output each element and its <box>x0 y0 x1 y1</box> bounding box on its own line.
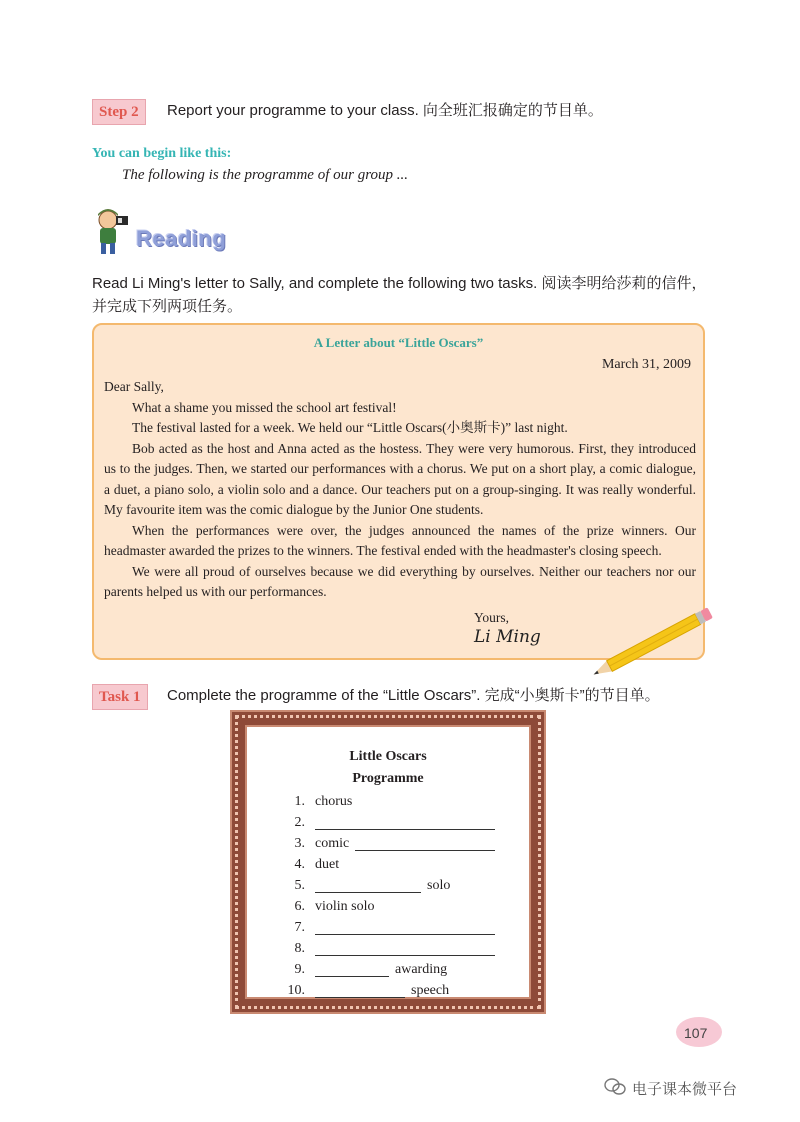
answer-blank[interactable] <box>315 981 405 998</box>
task-label: Task 1 <box>92 684 148 710</box>
programme-item <box>283 897 503 917</box>
wechat-icon <box>604 1078 626 1096</box>
item-text: awarding <box>395 962 448 977</box>
letter-date: March 31, 2009 <box>601 357 691 372</box>
programme-item <box>283 939 503 959</box>
item-number: 3. <box>294 836 305 851</box>
letter-title: A Letter about “Little Oscars” <box>313 335 484 350</box>
item-number: 9. <box>294 962 305 977</box>
letter-paragraph: We were all proud of ourselves because we did everything by ourselves. Neither our teachers nor our parents helped us with our performances. <box>104 563 696 599</box>
item-number: 4. <box>294 857 305 872</box>
programme-item <box>283 981 503 1001</box>
item-number: 1. <box>294 794 305 809</box>
section-title: Reading <box>136 226 227 251</box>
programme-item <box>283 813 503 833</box>
programme-title: Little Oscars <box>349 749 427 764</box>
instruction-line-1: Read Li Ming's letter to Sally, and complete the following two tasks. 阅读李明给莎莉的信件， <box>92 275 707 292</box>
answer-blank[interactable] <box>355 834 495 851</box>
reading-instruction <box>92 272 732 318</box>
task-instruction: Complete the programme of the “Little Oscars”. 完成“小奥斯卡”的节目单。 <box>167 687 660 704</box>
item-number: 10. <box>287 983 305 998</box>
hint-example: The following is the programme of our group ... <box>122 167 408 183</box>
programme-item <box>283 792 503 812</box>
programme-item <box>283 876 503 896</box>
hint-lead: You can begin like this: <box>92 146 232 161</box>
item-text: solo <box>427 878 451 893</box>
item-number: 8. <box>294 941 305 956</box>
item-number: 2. <box>294 815 305 830</box>
answer-blank[interactable] <box>315 876 421 893</box>
item-text: speech <box>411 983 450 998</box>
letter-signature: Li Ming <box>474 627 541 647</box>
item-number: 5. <box>294 878 305 893</box>
answer-blank[interactable] <box>315 939 495 956</box>
letter-paragraph: What a shame you missed the school art festival! <box>132 399 397 415</box>
watermark-text: 电子课本微平台 <box>632 1081 738 1098</box>
answer-blank[interactable] <box>315 813 495 830</box>
letter-paragraph: Bob acted as the host and Anna acted as the hostess. They were very humorous. First, they introduced us to the judges. Then, we started our performances with a chorus. We put on a short play, a comic dialogue, a duet, a piano solo, a violin solo and a dance. Our teachers put on a group-singing. It was really wonderful. My favourite item was the comic dialogue by the Junior One students. <box>104 440 696 517</box>
pencil-icon <box>578 606 724 682</box>
step-instruction: Report your programme to your class. 向全班汇报确定的节目单。 <box>167 102 603 119</box>
reader-mascot-icon <box>88 206 132 256</box>
letter-closing: Yours, <box>474 610 510 625</box>
item-text: comic <box>315 836 350 851</box>
page-number: 107 <box>684 1025 708 1041</box>
programme-item <box>283 960 503 980</box>
step-label: Step 2 <box>92 99 146 125</box>
item-text: chorus <box>315 794 353 809</box>
answer-blank[interactable] <box>315 960 389 977</box>
letter-body <box>104 377 696 603</box>
item-number: 6. <box>294 899 305 914</box>
letter-paragraph: When the performances were over, the judges announced the names of the prize winners. Our headmaster awarded the prizes to the winners. The festival ended with the headmaster's closing speech. <box>104 522 696 558</box>
item-number: 7. <box>294 920 305 935</box>
answer-blank[interactable] <box>315 918 495 935</box>
programme-subtitle: Programme <box>352 771 424 786</box>
instruction-line-2: 并完成下列两项任务。 <box>92 298 243 315</box>
item-text: violin solo <box>315 899 375 914</box>
letter-greeting: Dear Sally, <box>104 379 164 394</box>
programme-item <box>283 834 503 854</box>
programme-frame <box>232 712 544 1012</box>
item-text: duet <box>315 857 340 872</box>
programme-item <box>283 855 503 875</box>
letter-paragraph: The festival lasted for a week. We held our “Little Oscars(小奥斯卡)” last night. <box>132 420 568 435</box>
programme-item <box>283 918 503 938</box>
